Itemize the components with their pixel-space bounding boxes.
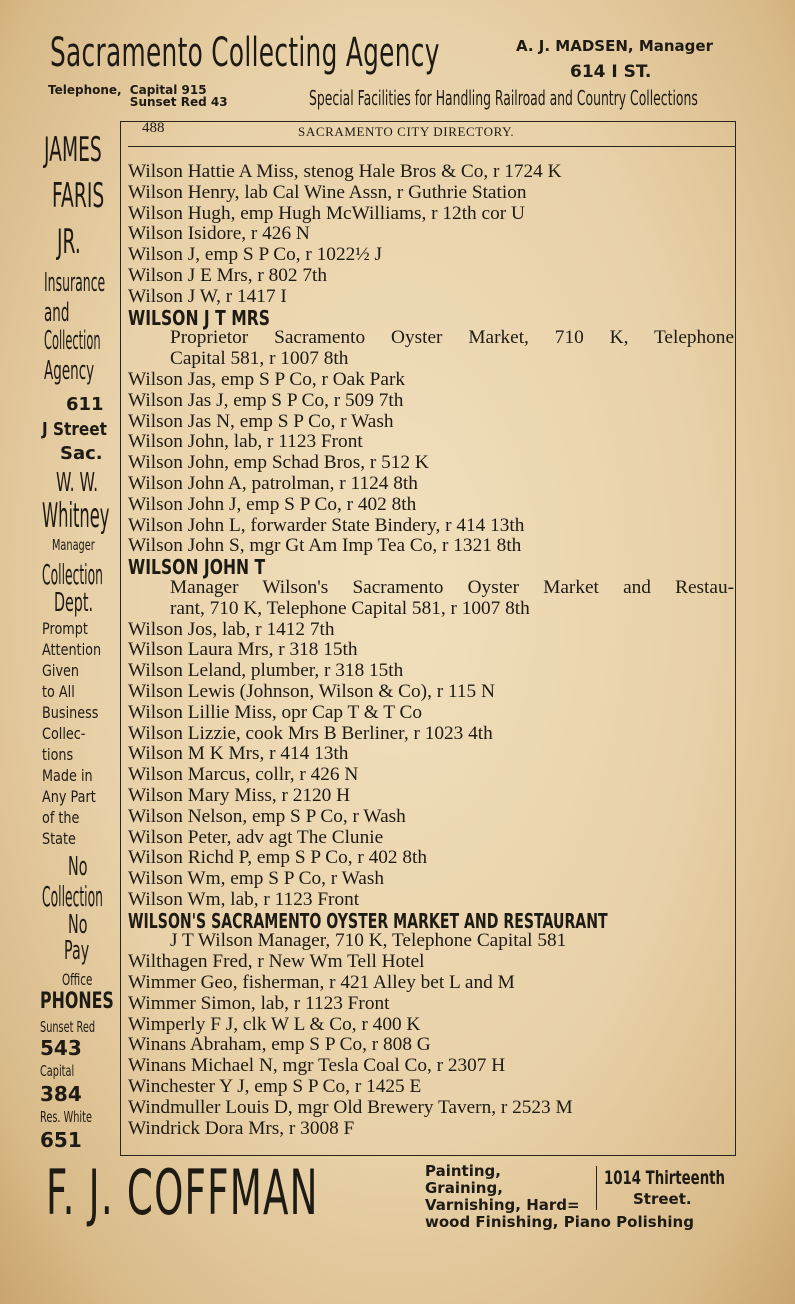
listing-heading: WILSON'S SACRAMENTO OYSTER MARKET AND RESTAURANT: [128, 908, 608, 933]
ad-line-phones: PHONES: [40, 989, 114, 1014]
ad-line-and: and: [44, 298, 70, 328]
footer-street: Street.: [633, 1190, 692, 1208]
ad-line-any-part: Any Part: [42, 787, 96, 806]
listing-entry: Wilson Jas, emp S P Co, r Oak Park: [128, 368, 406, 390]
agency-title: Sacramento Collecting Agency: [50, 30, 440, 76]
ad-line-office: Office: [62, 970, 93, 989]
listing-entry: Wilson Marcus, collr, r 426 N: [128, 764, 359, 786]
listing-entry: Wilson M K Mrs, r 414 13th: [128, 743, 349, 765]
page-title: SACRAMENTO CITY DIRECTORY.: [298, 124, 515, 139]
listing-entry: Wimmer Simon, lab, r 1123 Front: [128, 992, 390, 1014]
ad-line-651: 651: [40, 1128, 82, 1152]
agency-address: 614 I ST.: [570, 62, 652, 82]
service-varnishing: Varnishing, Hard=: [425, 1196, 580, 1214]
listing-entry: Wilson John, emp Schad Bros, r 512 K: [128, 452, 429, 474]
listing-entry: Wimmer Geo, fisherman, r 421 Alley bet L and M: [128, 972, 515, 994]
listing-continuation: rant, 710 K, Telephone Capital 581, r 1007 8th: [170, 597, 530, 619]
service-painting: Painting,: [425, 1162, 501, 1180]
telephone-capital: Capital 915: [129, 83, 207, 97]
ad-line-collec: Collec-: [42, 724, 86, 743]
listing-entry: Wilson Laura Mrs, r 318 15th: [128, 639, 358, 661]
listing-entry: Wilson John S, mgr Gt Am Imp Tea Co, r 1321 8th: [128, 535, 522, 557]
listing-continuation: Manager Wilson's Sacramento Oyster Market and Restau-: [170, 576, 734, 598]
listing-entry: Wilson Nelson, emp S P Co, r Wash: [128, 805, 406, 827]
telephone-numbers: [130, 84, 228, 108]
listing-entry: Winans Abraham, emp S P Co, r 808 G: [128, 1034, 431, 1056]
ad-line-agency: Agency: [44, 356, 95, 386]
ad-line-manager: Manager: [52, 536, 95, 554]
listing-entry: Wilson J E Mrs, r 802 7th: [128, 264, 327, 286]
agency-special-facilities: Special Facilities for Handling Railroad and Country Collections: [309, 86, 698, 110]
listing-entry: Windmuller Louis D, mgr Old Brewery Tavern, r 2523 M: [128, 1096, 573, 1118]
listing-entry: Wilson J W, r 1417 I: [128, 285, 287, 307]
service-finishing: wood Finishing, Piano Polishing: [425, 1213, 694, 1231]
ad-line-611: 611: [66, 394, 104, 415]
listing-continuation: Proprietor Sacramento Oyster Market, 710 K, Telephone: [170, 327, 734, 349]
ad-line-attention: Attention: [42, 640, 102, 659]
agency-manager: A. J. MADSEN, Manager: [516, 37, 713, 55]
listing-entry: Wilson Hattie A Miss, stenog Hale Bros & Co, r 1724 K: [128, 161, 562, 182]
listing-entry: Wilson Mary Miss, r 2120 H: [128, 784, 351, 806]
listing-entry: Wilson Peter, adv agt The Clunie: [128, 826, 384, 848]
listing-entry: Wilthagen Fred, r New Wm Tell Hotel: [128, 951, 425, 973]
telephone-label: Telephone,: [48, 83, 122, 97]
listing-entry: Wilson Lizzie, cook Mrs B Berliner, r 1023 4th: [128, 722, 493, 744]
listing-entry: Wilson Hugh, emp Hugh McWilliams, r 12th cor U: [128, 202, 525, 224]
listing-entry: Wilson John A, patrolman, r 1124 8th: [128, 472, 418, 494]
page-number: 488: [142, 120, 165, 136]
listing-entry: Wilson Wm, lab, r 1123 Front: [128, 888, 360, 910]
ad-line-whitney: Whitney: [42, 496, 110, 536]
ad-line-state: State: [42, 829, 76, 848]
ad-line-543: 543: [40, 1036, 82, 1060]
listing-entry: Wilson Leland, plumber, r 318 15th: [128, 660, 404, 682]
listing-entry: Wilson J, emp S P Co, r 1022½ J: [128, 244, 383, 266]
ad-line-tions: tions: [42, 745, 74, 764]
ad-line-jr: JR.: [57, 222, 81, 262]
ad-line-sunset-red: Sunset Red: [40, 1018, 96, 1036]
ad-line-no: No: [68, 852, 88, 882]
telephone-sunset: Sunset Red 43: [129, 95, 228, 109]
ad-line-384: 384: [40, 1082, 82, 1106]
ad-line-of-the: of the: [42, 808, 80, 827]
listing-entry: Wimperly F J, clk W L & Co, r 400 K: [128, 1013, 421, 1035]
listing-entry: Wilson Isidore, r 426 N: [128, 223, 310, 245]
listing-entry: Wilson John J, emp S P Co, r 402 8th: [128, 493, 417, 515]
ad-line-given: Given: [42, 661, 80, 680]
page-header-rule: [128, 146, 736, 147]
footer-divider: [596, 1166, 597, 1210]
ad-line-capital: Capital: [40, 1062, 75, 1080]
ad-line-collection-3: Collection: [42, 880, 103, 913]
listing-entry: Wilson Jas J, emp S P Co, r 509 7th: [128, 389, 404, 411]
listing-heading: WILSON J T MRS: [128, 305, 271, 330]
footer-advertiser-name: F. J. COFFMAN: [46, 1156, 319, 1229]
listing-entry: Wilson Richd P, emp S P Co, r 402 8th: [128, 847, 427, 869]
listing-entry: Wilson Lillie Miss, opr Cap T & T Co: [128, 701, 423, 723]
listing-entry: Wilson John, lab, r 1123 Front: [128, 431, 363, 453]
listing-entry: Windrick Dora Mrs, r 3008 F: [128, 1117, 355, 1139]
ad-line-faris: FARIS: [52, 176, 105, 216]
ad-line-dept: Dept.: [54, 588, 94, 618]
listing-continuation: J T Wilson Manager, 710 K, Telephone Capital 581: [170, 930, 567, 952]
ad-line-insurance: Insurance: [44, 268, 106, 298]
footer-address: 1014 Thirteenth: [604, 1167, 726, 1189]
listing-heading: WILSON JOHN T: [128, 555, 266, 580]
ad-line-to-all: to All: [42, 682, 75, 701]
ad-line-made-in: Made in: [42, 766, 93, 785]
ad-line-res-white: Res. White: [40, 1108, 92, 1126]
listing-entry: Wilson Lewis (Johnson, Wilson & Co), r 115 N: [128, 680, 495, 702]
listing-entry: Wilson Jos, lab, r 1412 7th: [128, 618, 335, 640]
ad-line-ww: W. W.: [56, 468, 99, 498]
ad-line-prompt: Prompt: [42, 619, 88, 638]
directory-entries: [128, 162, 734, 1139]
listing-entry: Wilson Jas N, emp S P Co, r Wash: [128, 410, 394, 432]
listing-entry: Wilson Wm, emp S P Co, r Wash: [128, 868, 385, 890]
listing-entry: Winchester Y J, emp S P Co, r 1425 E: [128, 1076, 422, 1098]
listing-entry: Winans Michael N, mgr Tesla Coal Co, r 2307 H: [128, 1055, 506, 1077]
ad-line-business: Business: [42, 703, 99, 722]
ad-line-collection: Collection: [44, 326, 101, 356]
ad-line-collection-2: Collection: [42, 558, 103, 591]
listing-entry: Wilson Henry, lab Cal Wine Assn, r Guthrie Station: [128, 181, 527, 203]
ad-line-james: JAMES: [44, 130, 102, 170]
service-graining: Graining,: [425, 1179, 503, 1197]
ad-line-no-2: No: [68, 910, 88, 940]
agency-telephone: [48, 84, 228, 108]
listing-continuation: Capital 581, r 1007 8th: [170, 348, 349, 370]
ad-line-sac: Sac.: [60, 443, 103, 464]
ad-line-pay: Pay: [64, 936, 90, 966]
listing-entry: Wilson John L, forwarder State Bindery, r 414 13th: [128, 514, 525, 536]
ad-line-j-street: J Street: [42, 419, 107, 440]
